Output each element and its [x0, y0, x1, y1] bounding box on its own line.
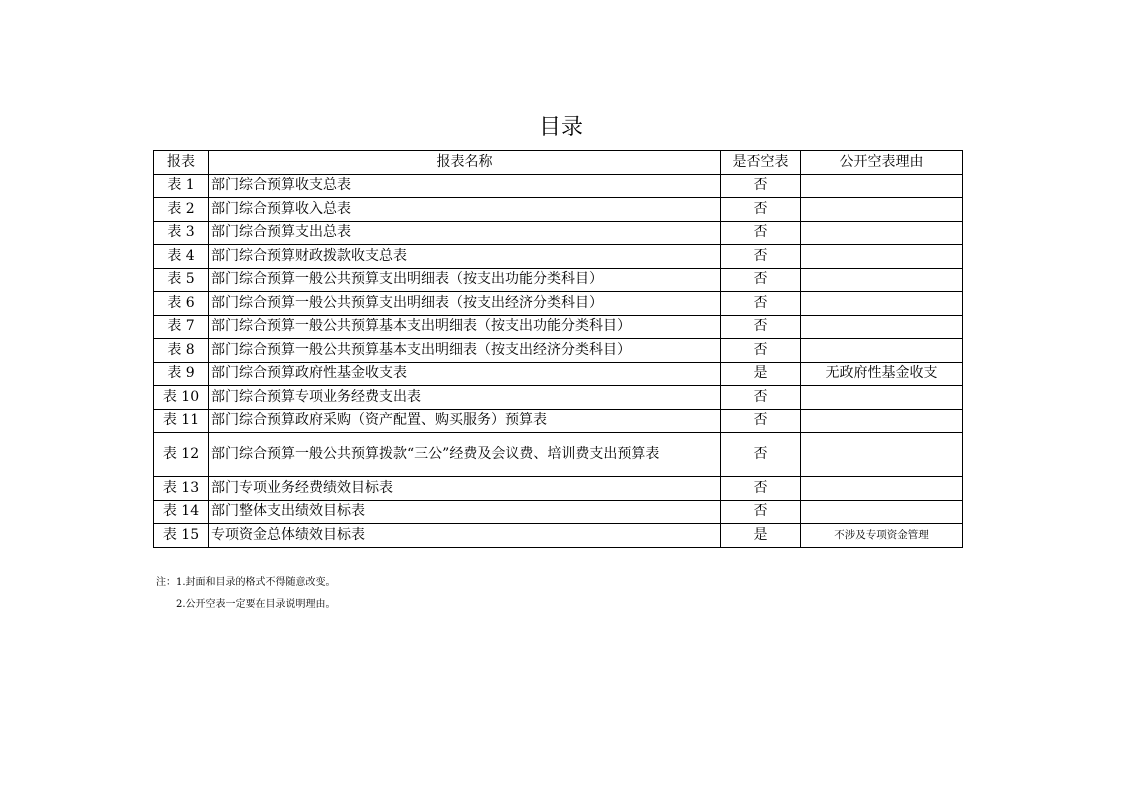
empty-reason: 无政府性基金收支 [801, 362, 963, 386]
report-no: 表 3 [154, 221, 209, 245]
table-row [154, 362, 963, 386]
report-name: 专项资金总体绩效目标表 [209, 524, 721, 548]
table-row [154, 268, 963, 292]
empty-reason [801, 386, 963, 410]
report-no: 表 1 [154, 174, 209, 198]
report-no: 表 8 [154, 339, 209, 363]
empty-reason [801, 409, 963, 433]
table-row [154, 386, 963, 410]
report-name: 部门综合预算支出总表 [209, 221, 721, 245]
is-empty: 否 [721, 339, 801, 363]
empty-reason [801, 500, 963, 524]
report-name: 部门综合预算一般公共预算基本支出明细表（按支出功能分类科目） [209, 315, 721, 339]
report-name: 部门综合预算政府采购（资产配置、购买服务）预算表 [209, 409, 721, 433]
header-report-name: 报表名称 [209, 151, 721, 175]
report-no: 表 11 [154, 409, 209, 433]
report-no: 表 5 [154, 268, 209, 292]
empty-reason [801, 198, 963, 222]
table-row [154, 292, 963, 316]
note-line-1: 注：1.封面和目录的格式不得随意改变。 [156, 577, 336, 588]
is-empty: 否 [721, 268, 801, 292]
table-row [154, 315, 963, 339]
report-no: 表 14 [154, 500, 209, 524]
is-empty: 否 [721, 315, 801, 339]
empty-reason [801, 433, 963, 477]
report-no: 表 7 [154, 315, 209, 339]
empty-reason [801, 477, 963, 501]
table-row [154, 339, 963, 363]
empty-reason: 不涉及专项资金管理 [801, 524, 963, 548]
report-name: 部门综合预算一般公共预算支出明细表（按支出功能分类科目） [209, 268, 721, 292]
table-row [154, 524, 963, 548]
report-name: 部门综合预算政府性基金收支表 [209, 362, 721, 386]
is-empty: 是 [721, 362, 801, 386]
report-name: 部门综合预算专项业务经费支出表 [209, 386, 721, 410]
header-is-empty: 是否空表 [721, 151, 801, 175]
is-empty: 否 [721, 409, 801, 433]
empty-reason [801, 268, 963, 292]
contents-table [153, 150, 963, 548]
note-line-2: 2.公开空表一定要在目录说明理由。 [176, 599, 336, 610]
is-empty: 否 [721, 174, 801, 198]
report-no: 表 4 [154, 245, 209, 269]
table-row [154, 198, 963, 222]
report-no: 表 2 [154, 198, 209, 222]
report-name: 部门综合预算一般公共预算支出明细表（按支出经济分类科目） [209, 292, 721, 316]
header-empty-reason: 公开空表理由 [801, 151, 963, 175]
table-row [154, 409, 963, 433]
empty-reason [801, 339, 963, 363]
report-no: 表 10 [154, 386, 209, 410]
is-empty: 否 [721, 292, 801, 316]
empty-reason [801, 221, 963, 245]
header-report-no: 报表 [154, 151, 209, 175]
report-name: 部门整体支出绩效目标表 [209, 500, 721, 524]
report-no: 表 9 [154, 362, 209, 386]
table-header-row [154, 151, 963, 175]
is-empty: 否 [721, 477, 801, 501]
report-name: 部门专项业务经费绩效目标表 [209, 477, 721, 501]
empty-reason [801, 174, 963, 198]
is-empty: 否 [721, 500, 801, 524]
report-no: 表 13 [154, 477, 209, 501]
is-empty: 否 [721, 433, 801, 477]
is-empty: 是 [721, 524, 801, 548]
report-name: 部门综合预算收支总表 [209, 174, 721, 198]
empty-reason [801, 245, 963, 269]
report-name: 部门综合预算财政拨款收支总表 [209, 245, 721, 269]
notes [156, 572, 336, 616]
table-row [154, 433, 963, 477]
table-row [154, 245, 963, 269]
is-empty: 否 [721, 221, 801, 245]
page-title: 目录 [538, 115, 583, 140]
table-row [154, 477, 963, 501]
report-no: 表 12 [154, 433, 209, 477]
empty-reason [801, 292, 963, 316]
report-name: 部门综合预算收入总表 [209, 198, 721, 222]
report-no: 表 15 [154, 524, 209, 548]
table-row [154, 174, 963, 198]
empty-reason [801, 315, 963, 339]
report-no: 表 6 [154, 292, 209, 316]
table-row [154, 221, 963, 245]
is-empty: 否 [721, 245, 801, 269]
table-row [154, 500, 963, 524]
report-name: 部门综合预算一般公共预算拨款“三公”经费及会议费、培训费支出预算表 [209, 433, 721, 477]
report-name: 部门综合预算一般公共预算基本支出明细表（按支出经济分类科目） [209, 339, 721, 363]
is-empty: 否 [721, 386, 801, 410]
is-empty: 否 [721, 198, 801, 222]
